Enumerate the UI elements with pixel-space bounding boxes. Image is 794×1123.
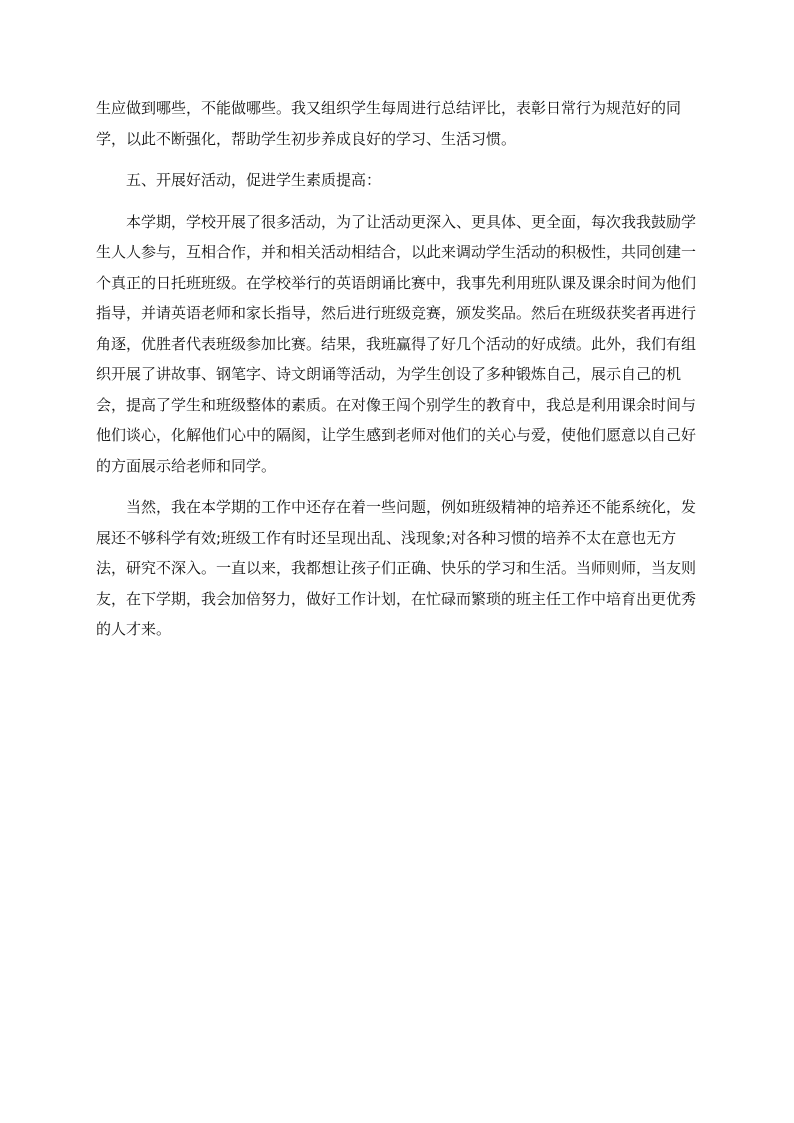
paragraph-reflection: 当然，我在本学期的工作中还存在着一些问题，例如班级精神的培养还不能系统化，发展还不够科学有效;班级工作有时还呈现出乱、浅现象;对各种习惯的培养不太在意也无方法，研究不深入。一直以来，我都想让孩子们正确、快乐的学习和生活。当师则师，当友则友，在下学期，我会加倍努力，做好工作计划，在忙碌而繁琐的班主任工作中培育出更优秀的人才来。 xyxy=(96,498,697,638)
section-heading: 五、开展好活动，促进学生素质提高： xyxy=(126,171,382,189)
paragraph-activities: 本学期，学校开展了很多活动，为了让活动更深入、更具体、更全面，每次我我鼓励学生人人参与，互相合作，并和相关活动相结合，以此来调动学生活动的积极性，共同创建一个真正的日托班班级。在学校举行的英语朗诵比赛中，我事先利用班队课及课余时间为他们指导，并请英语老师和家长指导，然后进行班级竞赛，颁发奖品。然后在班级获奖者再进行角逐，优胜者代表班级参加比赛。结果，我班赢得了好几个活动的好成绩。此外，我们有组织开展了讲故事、钢笔字、诗文朗诵等活动，为学生创设了多种锻炼自己，展示自己的机会，提高了学生和班级整体的素质。在对像王闯个别学生的教育中，我总是利用课余时间与他们谈心，化解他们心中的隔阂，让学生感到老师对他们的关心与爱，使他们愿意以自己好的方面展示给老师和同学。 xyxy=(96,212,697,475)
paragraph-continuation: 生应做到哪些，不能做哪些。我又组织学生每周进行总结评比，表彰日常行为规范好的同学，以此不断强化，帮助学生初步养成良好的学习、生活习惯。 xyxy=(96,99,682,148)
document-body xyxy=(96,93,698,645)
